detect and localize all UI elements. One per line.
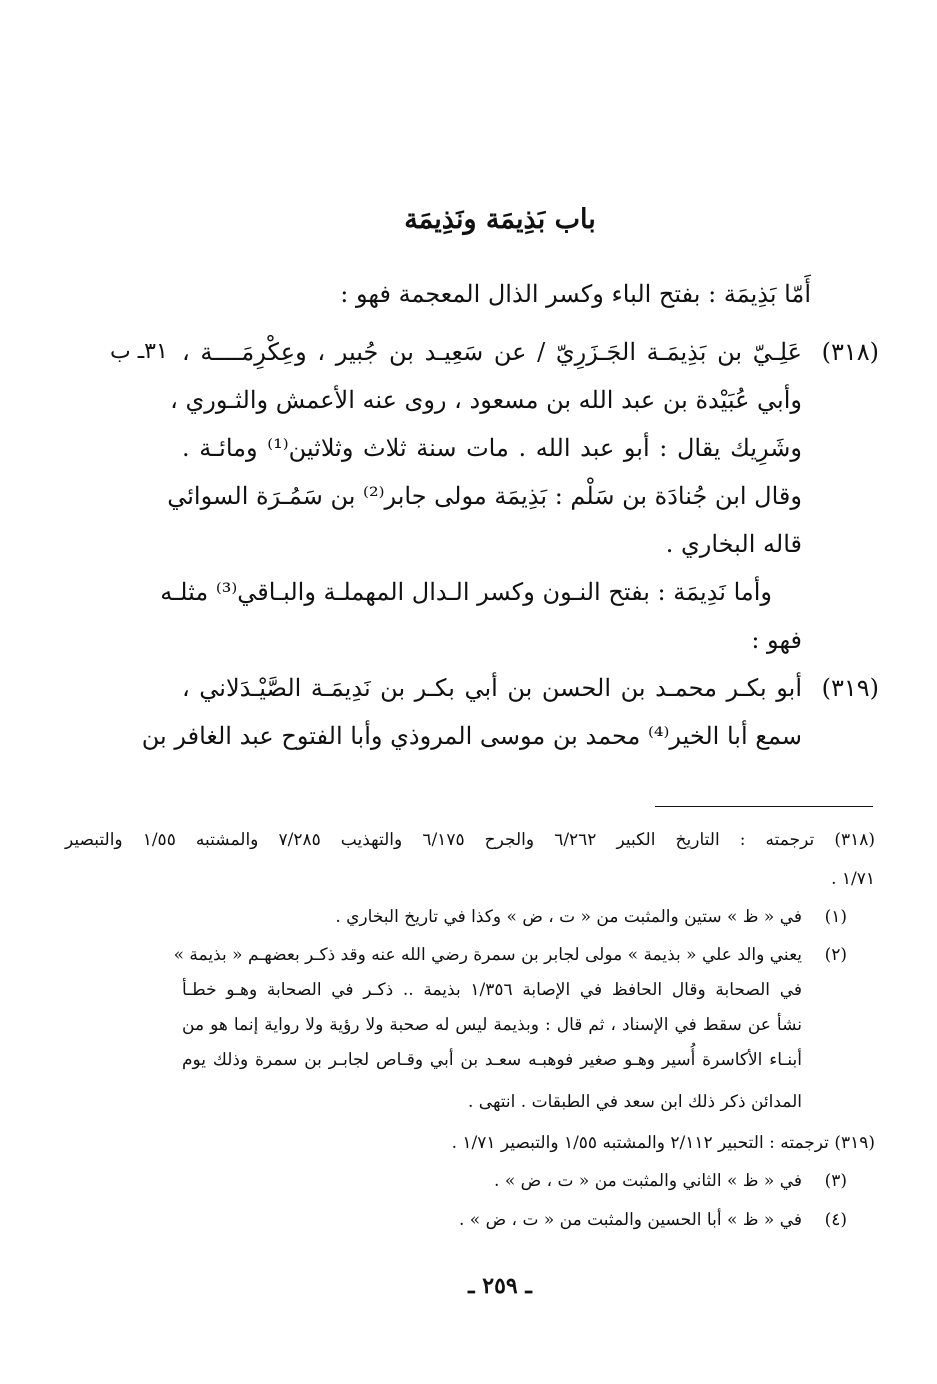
footnote-2-line: في الصحابة وقال الحافظ في الإصابة ١/٣٥٦ بذيمة .. ذكـر في الصحابة وهـو خطـأ [182,980,802,1000]
footnote-318 [65,823,875,857]
footnote-319 [65,1126,875,1160]
page-number: ـ ٢٥٩ ـ [468,1273,532,1299]
footnote-1-text: في « ظ » ستين والمثبت من « ت ، ض » وكذا في تاريخ البخاري . [335,907,802,927]
entry-318-line: وقال ابن جُنادَة بن سَلْم : بَذِيمَة مولى جابر⁽²⁾ بن سَمُـرَة السوائي [167,482,802,510]
footnote-318-label: (٣١٨) [834,830,876,850]
footnote-1-label: (١) [824,907,847,927]
entry-318-line: قاله البخاري . [665,530,802,558]
footnote-3-label: (٣) [824,1171,847,1191]
naddima-line: فهو : [751,626,802,654]
margin-folio-note: ٣١ـ ب [110,339,168,364]
footnote-319-label: (٣١٩) [834,1133,875,1153]
entry-318-line: عَلِـيّ بن بَذِيمَـة الجَـزَرِيّ / عن سَعِيـد بن جُبير ، وعِكْرِمَــــة ، [182,338,802,366]
footnote-2-line: نشأ عن سقط في الإسناد ، ثم قال : وبذيمة ليس له صحبة ولا رؤية ولا رواية إنما هو من [182,1015,802,1035]
entry-318-line: وأبي عُبَيْدة بن عبد الله بن مسعود ، روى عنه الأعمش والثـوري ، [170,386,802,414]
entry-318-number: (٣١٨) [821,338,879,366]
footnote-318-continued: ١/٧١ . [831,869,875,889]
entry-319-line: سمع أبا الخير⁽⁴⁾ محمد بن موسى المروذي وأبا الفتوح عبد الغافر بن [141,722,802,750]
footnote-4-label: (٤) [824,1210,847,1230]
entry-319-number: (٣١٩) [821,674,879,702]
footnote-2-line: المدائن ذكر ذلك ابن سعد في الطبقات . انتهى . [467,1092,802,1112]
chapter-title: باب بَذِيمَة ونَذِيمَة [404,204,596,235]
footnote-2-line: يعني والد علي « بذيمة » مولى لجابر بن سمرة رضي الله عنه وقد ذكـر بعضهـم « بذيمة » [173,945,802,965]
footnote-3-text: في « ظ » الثاني والمثبت من « ت ، ض » . [494,1171,802,1191]
footnote-318-text: ترجمته : التاريخ الكبير ٦/٢٦٢ والجرح ٦/١٧٥ والتهذيب ٧/٢٨٥ والمشتبه ١/٥٥ والتبصير [65,830,815,850]
footnote-2-line: أبنـاء الأكاسرة أُسير وهـو صغير فوهبـه سعـد بن أبي وقـاص لجابـر بن سمرة وذلك يوم [182,1050,802,1070]
footnote-separator [655,806,873,807]
footnote-4-text: في « ظ » أبا الحسين والمثبت من « ت ، ض » . [458,1210,802,1230]
footnote-2-label: (٢) [824,945,847,965]
intro-paragraph: أَمّا بَذِيمَة : بفتح الباء وكسر الذال المعجمة فهو : [340,280,811,308]
entry-319-line: أبو بكـر محمـد بن الحسن بن أبي بكـر بن نَدِيمَـة الصَّيْـدَلاني ، [182,674,802,702]
footnote-319-text: ترجمته : التحبير ٢/١١٢ والمشتبه ١/٥٥ والتبصير ١/٧١ . [451,1133,829,1153]
entry-318-line: وشَرِيك يقال : أبو عبد الله . مات سنة ثلاث وثلاثين⁽¹⁾ ومائـة . [182,434,803,462]
naddima-line: وأما نَدِيمَة : بفتح النـون وكسر الـدال المهملـة والبـاقي⁽³⁾ مثلـه [160,578,772,606]
